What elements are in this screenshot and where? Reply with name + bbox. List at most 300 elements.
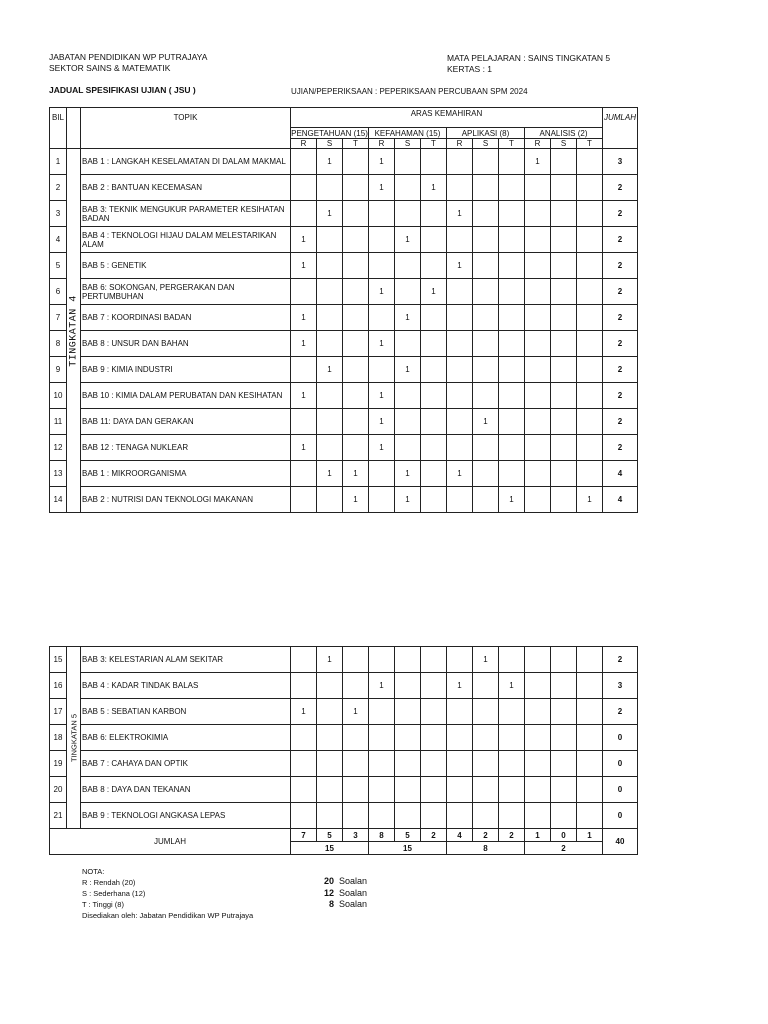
row-value [395,435,421,461]
row-value: 1 [473,409,499,435]
row-value [343,227,369,253]
row-value: 1 [525,149,551,175]
row-bil: 12 [50,435,67,461]
row-value [499,435,525,461]
row-value: 1 [291,699,317,725]
row-value [577,461,603,487]
sum-value: 5 [317,829,343,842]
row-bil: 16 [50,673,67,699]
count-t-label: Soalan [339,899,368,909]
row-total: 2 [603,279,638,305]
row-total: 2 [603,647,638,673]
exam-label: UJIAN/PEPERIKSAAN : PEPERIKSAAN PERCUBAAN SPM 2024 [291,87,528,96]
row-value [317,803,343,829]
row-value [551,461,577,487]
row-value [291,279,317,305]
table-row [50,409,638,435]
row-value [473,201,499,227]
row-value: 1 [317,357,343,383]
row-value: 1 [343,461,369,487]
row-value [291,725,317,751]
row-value [499,461,525,487]
row-value [421,461,447,487]
note-r: R : Rendah (20) [82,878,136,887]
row-topic: BAB 3: KELESTARIAN ALAM SEKITAR [81,647,291,673]
row-value [473,305,499,331]
row-value [473,227,499,253]
row-value [577,331,603,357]
row-topic: BAB 9 : KIMIA INDUSTRI [81,357,291,383]
row-value: 1 [447,673,473,699]
row-value [447,751,473,777]
row-value [551,357,577,383]
group-header: ANALISIS (2) [525,128,603,139]
row-value [447,227,473,253]
row-value [395,279,421,305]
row-value [343,803,369,829]
row-value [317,751,343,777]
row-topic: BAB 7 : CAHAYA DAN OPTIK [81,751,291,777]
row-bil: 3 [50,201,67,227]
row-value [499,647,525,673]
row-value [369,253,395,279]
row-value [499,699,525,725]
row-value [577,253,603,279]
subheader-cell: T [577,139,603,149]
row-value [551,803,577,829]
row-value [369,227,395,253]
row-value [473,279,499,305]
row-value [395,331,421,357]
row-value [421,487,447,513]
row-bil: 20 [50,777,67,803]
group-header: PENGETAHUAN (15) [291,128,368,138]
row-total: 0 [603,725,638,751]
row-value [577,305,603,331]
row-total: 3 [603,673,638,699]
row-value [473,699,499,725]
row-value: 1 [447,461,473,487]
row-value: 1 [291,253,317,279]
spec-table-part1 [49,107,638,513]
row-value [291,201,317,227]
row-value: 1 [369,279,395,305]
note-t: T : Tinggi (8) [82,900,124,909]
row-value [343,409,369,435]
prepared-by: Disediakan oleh: Jabatan Pendidikan WP Putrajaya [82,911,254,920]
row-value [317,253,343,279]
row-value [369,487,395,513]
row-topic: BAB 2 : NUTRISI DAN TEKNOLOGI MAKANAN [81,487,291,513]
note-s: S : Sederhana (12) [82,889,146,898]
subheader-cell: S [551,139,577,149]
row-value [369,647,395,673]
row-total: 4 [603,461,638,487]
row-value [525,777,551,803]
row-value [551,777,577,803]
row-value [395,149,421,175]
row-value [525,201,551,227]
group-total: 8 [447,842,525,855]
row-value [317,383,343,409]
row-value [317,175,343,201]
table-row [50,699,638,725]
row-value [577,383,603,409]
row-bil: 15 [50,647,67,673]
row-total: 4 [603,487,638,513]
row-value [499,279,525,305]
subheader-cell: S [317,139,343,149]
row-bil: 8 [50,331,67,357]
row-value [447,331,473,357]
tingkatan-label-cell [67,647,81,829]
row-value [499,175,525,201]
col-aras-header: ARAS KEMAHIRAN [291,108,603,128]
row-value [447,647,473,673]
row-value [447,175,473,201]
row-value: 1 [291,435,317,461]
row-value: 1 [395,461,421,487]
row-topic: BAB 4 : KADAR TINDAK BALAS [81,673,291,699]
row-value [291,461,317,487]
row-bil: 7 [50,305,67,331]
row-value [447,699,473,725]
row-value [551,409,577,435]
row-value [317,673,343,699]
header-blank [67,108,81,149]
row-value [421,409,447,435]
sum-value: 5 [395,829,421,842]
row-value [421,253,447,279]
row-value: 1 [369,673,395,699]
jumlah-label: JUMLAH [50,829,291,855]
group-total: 15 [369,842,447,855]
row-total: 2 [603,435,638,461]
row-topic: BAB 8 : UNSUR DAN BAHAN [81,331,291,357]
row-value [343,305,369,331]
row-value [317,279,343,305]
row-value [577,149,603,175]
row-value [525,647,551,673]
row-bil: 21 [50,803,67,829]
row-value [525,175,551,201]
row-value [343,647,369,673]
table-row [50,279,638,305]
row-value [343,279,369,305]
row-topic: BAB 7 : KOORDINASI BADAN [81,305,291,331]
table-row [50,461,638,487]
row-value [551,175,577,201]
table-row [50,777,638,803]
row-value: 1 [421,279,447,305]
row-value [551,227,577,253]
row-value [343,435,369,461]
row-value [369,725,395,751]
row-value [525,487,551,513]
row-value [525,357,551,383]
row-value [551,435,577,461]
row-value [473,673,499,699]
row-value [473,149,499,175]
row-topic: BAB 6: ELEKTROKIMIA [81,725,291,751]
row-value [499,253,525,279]
row-value [395,409,421,435]
row-value [525,673,551,699]
row-value: 1 [343,487,369,513]
row-value [577,751,603,777]
row-value [291,673,317,699]
row-total: 2 [603,227,638,253]
row-value [291,751,317,777]
row-value [343,751,369,777]
row-value [421,803,447,829]
row-value [525,725,551,751]
tingkatan-label: TINGKATAN 5 [69,713,78,762]
row-value [499,149,525,175]
row-value [577,409,603,435]
paper-label: KERTAS : 1 [447,64,493,74]
table-row [50,331,638,357]
row-total: 2 [603,305,638,331]
row-total: 0 [603,751,638,777]
table-row [50,673,638,699]
table-row [50,201,638,227]
row-value [343,383,369,409]
row-value [421,331,447,357]
row-value [447,357,473,383]
row-value [291,409,317,435]
subheader-cell: R [525,139,551,149]
row-value: 1 [291,305,317,331]
table-row [50,435,638,461]
row-value [577,647,603,673]
row-value [577,803,603,829]
row-value: 1 [499,487,525,513]
sum-row [50,829,638,842]
row-value [499,331,525,357]
row-value [499,409,525,435]
row-value [525,253,551,279]
row-value [421,777,447,803]
row-value [499,227,525,253]
row-value: 1 [369,331,395,357]
row-value [499,803,525,829]
row-value: 1 [343,699,369,725]
subject-label: MATA PELAJARAN : SAINS TINGKATAN 5 [447,53,611,63]
table-row [50,357,638,383]
row-value [421,673,447,699]
row-bil: 14 [50,487,67,513]
group-header: APLIKASI (8) [447,128,525,139]
row-value [421,435,447,461]
row-value [577,673,603,699]
row-bil: 13 [50,461,67,487]
row-value [525,279,551,305]
row-value [343,175,369,201]
row-total: 2 [603,357,638,383]
row-value [473,357,499,383]
row-value [551,383,577,409]
row-bil: 5 [50,253,67,279]
row-value [369,201,395,227]
row-topic: BAB 5 : GENETIK [81,253,291,279]
row-value [421,751,447,777]
row-value [343,253,369,279]
row-topic: BAB 4 : TEKNOLOGI HIJAU DALAM MELESTARIKAN ALAM [81,227,291,253]
row-value [473,461,499,487]
row-value [473,725,499,751]
group-header: KEFAHAMAN (15) [369,128,447,139]
row-value [317,699,343,725]
row-bil: 17 [50,699,67,725]
sum-value: 4 [447,829,473,842]
spec-table-part2 [49,646,638,855]
row-value [343,357,369,383]
row-value [499,305,525,331]
row-value [551,699,577,725]
col-topic-header: TOPIK [81,108,291,149]
row-value [525,331,551,357]
row-value: 1 [291,383,317,409]
row-value [525,409,551,435]
row-value: 1 [499,673,525,699]
row-value [577,435,603,461]
row-value [421,149,447,175]
row-value [395,175,421,201]
row-value [317,725,343,751]
row-value [577,227,603,253]
row-value [577,777,603,803]
row-value [395,777,421,803]
row-value [551,751,577,777]
row-value [577,279,603,305]
row-value [369,305,395,331]
subheader-cell: R [291,139,317,149]
row-value [395,725,421,751]
row-bil: 4 [50,227,67,253]
row-value [499,201,525,227]
row-bil: 2 [50,175,67,201]
row-value [473,331,499,357]
row-value [499,383,525,409]
row-topic: BAB 3: TEKNIK MENGUKUR PARAMETER KESIHATAN BADAN [81,201,291,227]
table-row [50,725,638,751]
row-value [551,725,577,751]
row-bil: 18 [50,725,67,751]
row-value [473,751,499,777]
row-value [369,803,395,829]
row-value: 1 [317,647,343,673]
row-value [551,253,577,279]
row-value: 1 [317,201,343,227]
row-value: 1 [447,253,473,279]
row-value [473,777,499,803]
row-value [317,227,343,253]
row-total: 0 [603,777,638,803]
subheader-cell: T [421,139,447,149]
row-total: 2 [603,699,638,725]
row-value [499,725,525,751]
row-value [447,435,473,461]
row-value [317,777,343,803]
row-value [525,227,551,253]
row-value [395,803,421,829]
sum-value: 2 [421,829,447,842]
row-value [317,435,343,461]
row-value [447,409,473,435]
subheader-cell: T [499,139,525,149]
sum-value: 2 [473,829,499,842]
row-value [395,253,421,279]
subheader-cell: S [473,139,499,149]
table-row [50,383,638,409]
row-value [395,647,421,673]
row-value [317,305,343,331]
row-total: 2 [603,331,638,357]
table-row [50,305,638,331]
subheader-cell: R [447,139,473,149]
sum-value: 8 [369,829,395,842]
row-value [551,305,577,331]
row-value [551,673,577,699]
row-value [421,383,447,409]
row-value [473,175,499,201]
row-topic: BAB 12 : TENAGA NUKLEAR [81,435,291,461]
sum-value: 1 [525,829,551,842]
row-bil: 6 [50,279,67,305]
row-value [577,357,603,383]
row-value [395,751,421,777]
row-value [421,647,447,673]
row-value [369,699,395,725]
notes-title: NOTA: [82,867,105,876]
row-value [369,461,395,487]
row-value [525,699,551,725]
row-total: 2 [603,201,638,227]
row-topic: BAB 1 : LANGKAH KESELAMATAN DI DALAM MAKMAL [81,149,291,175]
row-value [525,461,551,487]
row-value: 1 [421,175,447,201]
count-s-label: Soalan [339,887,368,898]
row-total: 2 [603,253,638,279]
sum-value: 2 [499,829,525,842]
row-value: 1 [473,647,499,673]
row-value [343,149,369,175]
row-value [317,487,343,513]
row-value: 1 [395,227,421,253]
count-r: 20 [323,876,334,886]
col-bil-header: BIL [50,108,67,149]
row-value [525,803,551,829]
row-value [447,305,473,331]
row-value [421,725,447,751]
row-value [421,357,447,383]
row-value [473,253,499,279]
row-topic: BAB 6: SOKONGAN, PERGERAKAN DAN PERTUMBUHAN [81,279,291,305]
row-value [369,777,395,803]
row-value [421,201,447,227]
sum-value: 1 [577,829,603,842]
tingkatan-label: TINGKATAN 4 [68,294,79,367]
row-value [551,279,577,305]
row-value [343,777,369,803]
row-total: 2 [603,175,638,201]
table-row [50,487,638,513]
row-value [421,305,447,331]
row-value: 1 [369,409,395,435]
count-t: 8 [328,899,334,909]
row-value [525,305,551,331]
